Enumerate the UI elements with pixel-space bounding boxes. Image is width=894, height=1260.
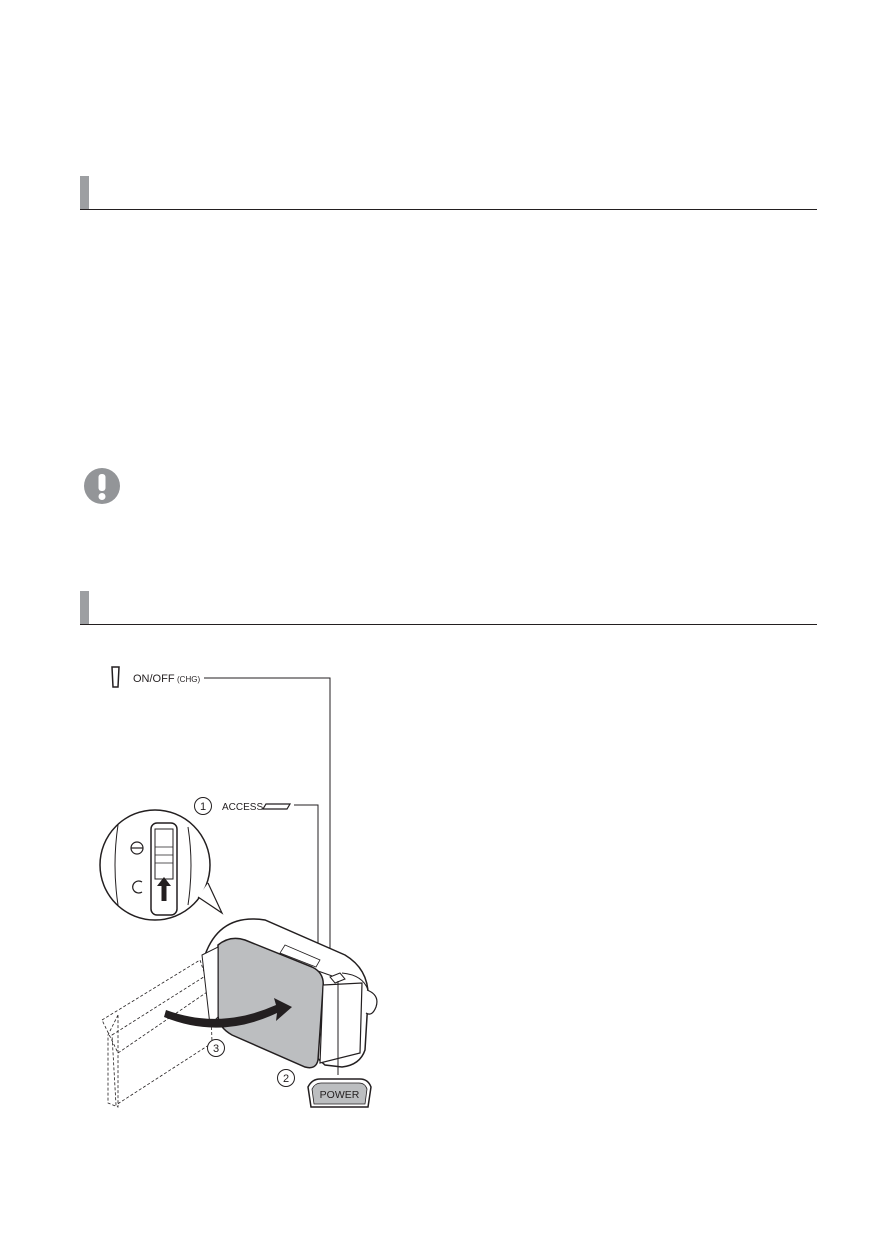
exclamation-circle-icon — [83, 467, 121, 505]
section-header-2 — [80, 591, 817, 625]
power-button-icon — [308, 1079, 371, 1107]
section-rule — [80, 624, 817, 625]
access-lamp-icon — [263, 804, 290, 809]
chg-label: (CHG) — [177, 675, 201, 684]
step-1-number: 1 — [199, 801, 207, 813]
section-rule — [80, 209, 817, 210]
access-label: ACCESS — [222, 802, 264, 813]
camcorder-power-on-figure — [80, 655, 380, 1125]
indicator-lamp-icon — [112, 667, 119, 687]
step-2-number: 2 — [282, 1073, 290, 1085]
power-label: POWER — [319, 1089, 360, 1101]
step-3-number: 3 — [212, 1043, 220, 1055]
on-off-label: ON/OFF — [133, 673, 175, 685]
section-marker-bar — [80, 591, 89, 625]
mode-switch-detail — [100, 810, 222, 920]
section-header-1 — [80, 176, 817, 210]
section-marker-bar — [80, 176, 89, 210]
